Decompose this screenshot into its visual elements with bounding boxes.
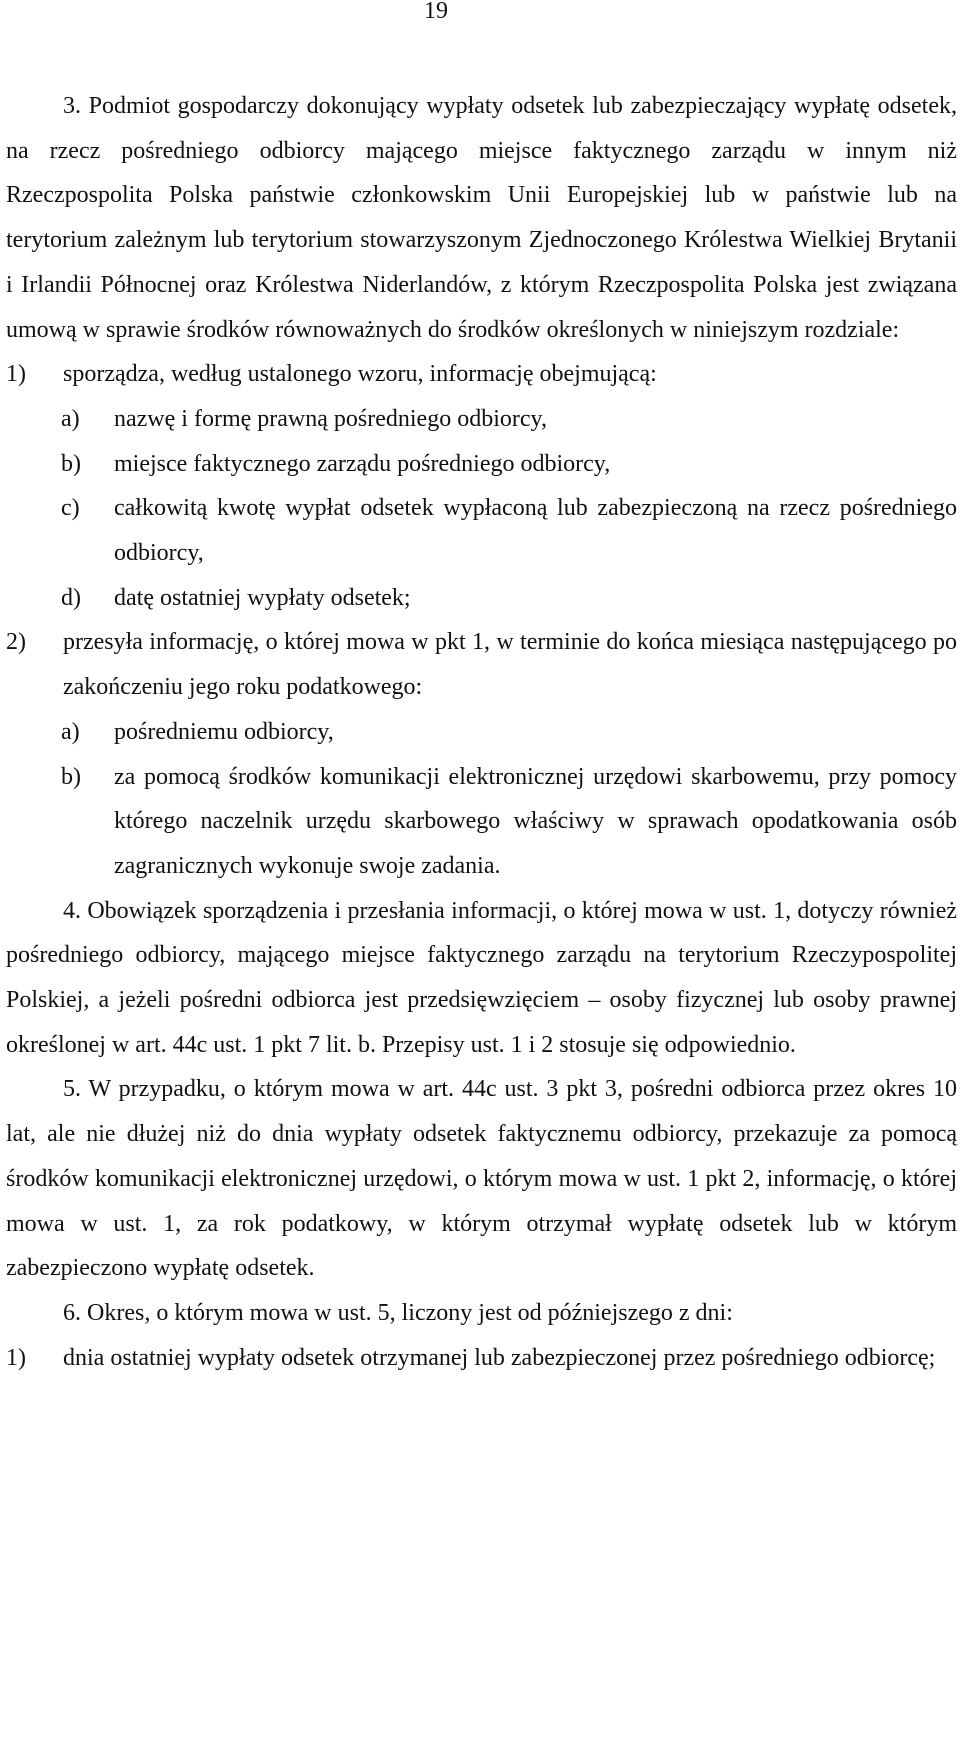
sub-list-item-text: za pomocą środków komunikacji elektronicznej urzędowi skarbowemu, przy pomocy którego naczelnik urzędu skarbowego właściwy w sprawach opodatkowania osób zagranicznych wykonuje swoje zadania.	[114, 763, 957, 879]
list-item-text: dnia ostatniej wypłaty odsetek otrzymanej lub zabezpieczonej przez pośredniego odbiorcę;	[63, 1344, 936, 1371]
sub-list-item	[6, 486, 957, 575]
list-item-text: sporządza, według ustalonego wzoru, informację obejmującą:	[63, 361, 657, 388]
list-item-text: przesyła informację, o której mowa w pkt 1, w terminie do końca miesiąca następującego po zakończeniu jego roku podatkowego:	[63, 629, 957, 701]
sub-list-item	[6, 755, 957, 889]
sub-list-item-label: a)	[61, 405, 80, 432]
sub-list-item-label: a)	[61, 718, 80, 745]
sub-list-item-label: d)	[61, 584, 81, 611]
list-item-label: 1)	[6, 361, 26, 388]
paragraph-4: 4. Obowiązek sporządzenia i przesłania informacji, o której mowa w ust. 1, dotyczy również pośredniego odbiorcy, mającego miejsce faktycznego zarządu na terytorium Rzeczypospolitej Polskiej, a jeżeli pośredni odbiorca jest przedsięwzięciem – osoby fizycznej lub osoby prawnej określonej w art. 44c ust. 1 pkt 7 lit. b. Przepisy ust. 1 i 2 stosuje się odpowiednio.	[6, 897, 957, 1058]
list-item-label: 1)	[6, 1344, 26, 1371]
paragraph-6: 6. Okres, o którym mowa w ust. 5, liczony jest od późniejszego z dni:	[63, 1299, 733, 1326]
sub-list-item	[6, 576, 957, 621]
list-item	[6, 620, 957, 709]
list-item-label: 2)	[6, 629, 26, 656]
sub-list-item-label: b)	[61, 763, 81, 790]
sub-list-item	[6, 397, 957, 442]
sub-list-item-label: c)	[61, 495, 80, 522]
sub-list-item	[6, 710, 957, 755]
list-item	[6, 1336, 957, 1381]
sub-list-item-text: całkowitą kwotę wypłat odsetek wypłaconą lub zabezpieczoną na rzecz pośredniego odbiorcy,	[114, 495, 957, 567]
sub-list-item-text: nazwę i formę prawną pośredniego odbiorcy,	[114, 405, 547, 432]
page-number: 19	[424, 0, 448, 24]
document-body	[6, 84, 957, 1380]
sub-list-item-text: miejsce faktycznego zarządu pośredniego odbiorcy,	[114, 450, 611, 477]
paragraph-3: 3. Podmiot gospodarczy dokonujący wypłaty odsetek lub zabezpieczający wypłatę odsetek, na rzecz pośredniego odbiorcy mającego miejsce faktycznego zarządu w innym niż Rzeczpospolita Polska państwie członkowskim Unii Europejskiej lub w państwie lub na terytorium zależnym lub terytorium stowarzyszonym Zjednoczonego Królestwa Wielkiej Brytanii i Irlandii Północnej oraz Królestwa Niderlandów, z którym Rzeczpospolita Polska jest związana umową w sprawie środków równoważnych do środków określonych w niniejszym rozdziale:	[6, 93, 957, 343]
paragraph-5: 5. W przypadku, o którym mowa w art. 44c ust. 3 pkt 3, pośredni odbiorca przez okres 10 lat, ale nie dłużej niż do dnia wypłaty odsetek faktycznemu odbiorcy, przekazuje za pomocą środków komunikacji elektronicznej urzędowi, o którym mowa w ust. 1 pkt 2, informację, o której mowa w ust. 1, za rok podatkowy, w którym otrzymał wypłatę odsetek lub w którym zabezpieczono wypłatę odsetek.	[6, 1076, 957, 1282]
sub-list-item-text: pośredniemu odbiorcy,	[114, 718, 334, 745]
sub-list-item	[6, 442, 957, 487]
sub-list-item-text: datę ostatniej wypłaty odsetek;	[114, 584, 411, 611]
sub-list-item-label: b)	[61, 450, 81, 477]
list-item	[6, 352, 957, 397]
